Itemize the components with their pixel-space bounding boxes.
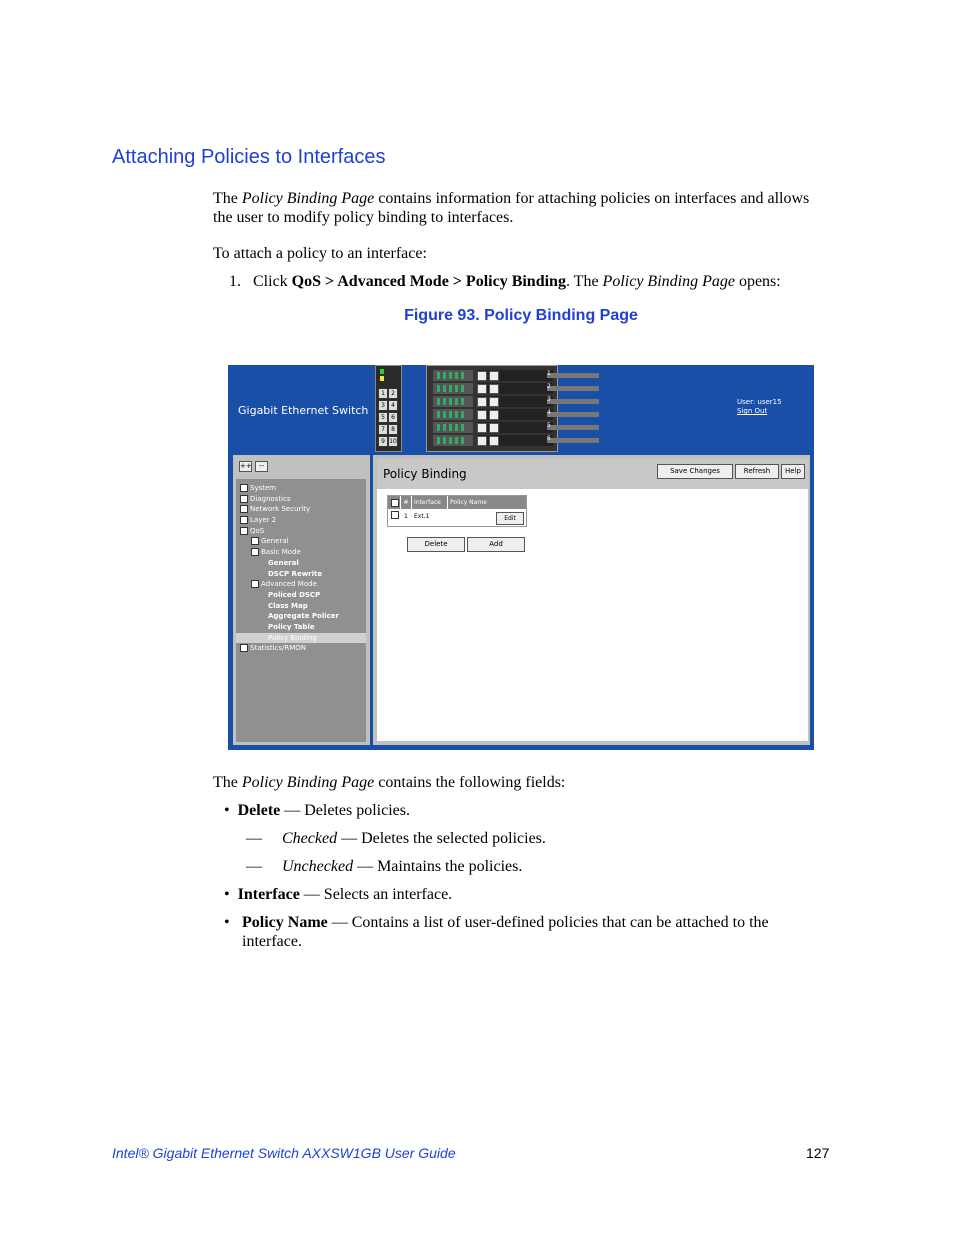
bullet-policy-name — [224, 913, 814, 951]
blade-bay-icon — [433, 396, 473, 407]
port-icon: 2 — [388, 388, 398, 399]
section-title: Attaching Policies to Interfaces — [112, 146, 386, 168]
blade-bay-icon — [433, 422, 473, 433]
tree-item-label: Policed DSCP — [268, 590, 321, 599]
switch-front-panel-icon — [375, 365, 402, 452]
tree-item[interactable] — [236, 558, 366, 569]
text: . The — [565, 273, 603, 290]
sub-item-unchecked — [246, 857, 826, 876]
tree-item-label: Aggregate Policer — [268, 612, 339, 621]
expand-icon[interactable] — [240, 644, 248, 652]
blade-bay-icon — [433, 383, 473, 394]
description: — Contains a list of user-defined policies that can be attached to the interface. — [242, 914, 769, 950]
tree-item[interactable] — [236, 643, 366, 654]
slot-number: 2 — [547, 383, 551, 390]
instruction-paragraph: To attach a policy to an interface: — [213, 245, 427, 262]
checkbox-icon — [391, 511, 399, 519]
expand-all-button[interactable]: ++ — [240, 462, 252, 470]
bullet-delete — [224, 801, 824, 820]
blade-bay-icon — [433, 409, 473, 420]
server-slot-icon — [477, 409, 553, 420]
select-all-checkbox-header[interactable] — [388, 496, 400, 509]
port-icon: 1 — [378, 388, 388, 399]
collapse-icon[interactable] — [251, 548, 259, 556]
text: contains the following fields: — [374, 774, 566, 791]
dash: — — [246, 830, 262, 847]
server-slot-icon — [477, 422, 553, 433]
dash: — — [246, 858, 262, 875]
tree-item-label: Class Map — [268, 601, 308, 610]
row-interface: Ext.1 — [414, 513, 430, 520]
port-icon: 8 — [388, 424, 398, 435]
collapse-icon[interactable] — [240, 527, 248, 535]
expand-icon[interactable] — [240, 484, 248, 492]
app-title: Gigabit Ethernet Switch — [238, 404, 369, 417]
bullet-dot-icon: • — [224, 886, 230, 903]
page-number: 127 — [806, 1145, 830, 1161]
column-header-blank — [494, 496, 526, 509]
term: Policy Name — [242, 914, 328, 931]
navigation-pane — [233, 455, 370, 745]
expand-icon[interactable] — [240, 516, 248, 524]
tree-item[interactable] — [236, 547, 366, 558]
text: Click — [253, 273, 292, 290]
tree-item-label: Policy Binding — [268, 633, 317, 642]
text: opens: — [734, 273, 781, 290]
bullet-interface — [224, 885, 824, 904]
figure-caption: Figure 93. Policy Binding Page — [404, 307, 638, 324]
slot-number: 4 — [547, 409, 551, 416]
help-button[interactable]: Help — [781, 464, 805, 479]
tree-item-label: Policy Table — [268, 622, 315, 631]
server-slot-icon — [477, 396, 553, 407]
led-icon — [380, 369, 384, 374]
content-pane — [373, 455, 810, 745]
checkbox-icon — [391, 499, 399, 507]
text: The — [213, 774, 242, 791]
page-name: Policy Binding Page — [241, 774, 375, 791]
tree-item[interactable] — [236, 633, 366, 644]
fields-intro — [213, 773, 823, 792]
port-icon: 5 — [378, 412, 388, 423]
port-icon: 10 — [389, 438, 397, 445]
text: contains information for attaching policies on interfaces and allows the user to modify policy binding to interfaces. — [213, 190, 810, 226]
sign-out-link[interactable]: Sign Out — [737, 407, 768, 415]
bullet-dot-icon: • — [224, 914, 230, 931]
row-checkbox[interactable] — [391, 511, 399, 524]
tree-item-label: General — [268, 558, 299, 567]
blade-bay-icon — [433, 435, 473, 446]
step-1 — [229, 272, 829, 291]
tree-item-label: Network Security — [250, 505, 311, 514]
menu-path: QoS > Advanced Mode > Policy Binding — [291, 273, 566, 290]
edit-button[interactable]: Edit — [496, 512, 524, 525]
port-icon: 4 — [388, 400, 398, 411]
navigation-tree-panel — [236, 479, 366, 742]
description: — Deletes policies. — [280, 802, 410, 819]
tree-item[interactable] — [236, 569, 366, 580]
slot-number: 3 — [547, 396, 551, 403]
expand-icon[interactable] — [240, 505, 248, 513]
sub-item-checked — [246, 829, 826, 848]
text: The — [213, 190, 242, 207]
page-title: Policy Binding — [383, 467, 467, 481]
page-name: Policy Binding Page — [602, 273, 735, 290]
column-header-number: # — [401, 496, 411, 509]
tree-item-label: Basic Mode — [261, 548, 301, 557]
footer-title: Intel® Gigabit Ethernet Switch AXXSW1GB User Guide — [112, 1145, 456, 1161]
content-header — [377, 459, 808, 489]
tree-item-label: Diagnostics — [250, 494, 291, 503]
policy-binding-screenshot — [228, 365, 814, 750]
collapse-all-button[interactable]: -- — [255, 461, 268, 472]
tree-item[interactable] — [236, 622, 366, 633]
save-changes-button[interactable]: Save Changes — [657, 464, 733, 479]
step-number: 1. — [229, 273, 241, 290]
tree-item[interactable] — [236, 504, 366, 515]
policy-binding-table — [387, 495, 527, 527]
slot-number: 5 — [547, 422, 551, 429]
server-slot-icon — [477, 370, 553, 381]
expand-icon[interactable] — [240, 495, 248, 503]
tree-item-label: QoS — [250, 526, 265, 535]
page-name: Policy Binding Page — [241, 190, 375, 207]
collapse-icon[interactable] — [251, 580, 259, 588]
tree-item-label: DSCP Rewrite — [268, 569, 323, 578]
navigation-tree — [236, 483, 366, 654]
tree-item-label: Layer 2 — [250, 516, 277, 525]
led-icon — [380, 376, 384, 381]
description: — Deletes the selected policies. — [337, 830, 546, 847]
term: Checked — [282, 830, 338, 847]
switch-chassis-icon — [426, 365, 558, 452]
tree-item-label: System — [250, 484, 277, 492]
column-header-policy-name: Policy Name — [448, 496, 494, 509]
term: Unchecked — [282, 858, 354, 875]
port-icon: 6 — [388, 412, 398, 423]
port-icon: 3 — [378, 400, 388, 411]
tree-item[interactable] — [236, 579, 366, 590]
row-number: 1 — [404, 513, 408, 520]
column-header-interface: Interface — [412, 496, 447, 509]
port-icon: 9 — [378, 436, 388, 447]
description: — Selects an interface. — [299, 886, 453, 903]
tree-item[interactable] — [236, 526, 366, 537]
server-slot-icon — [477, 383, 553, 394]
port-icon: 7 — [378, 424, 388, 435]
tree-item-label: General — [261, 537, 289, 546]
server-slot-icon — [477, 435, 553, 446]
expand-icon[interactable] — [251, 537, 259, 545]
intro-paragraph — [213, 189, 823, 227]
tree-item[interactable] — [236, 494, 366, 505]
slot-number: 6 — [547, 435, 551, 442]
term: Interface — [237, 886, 300, 903]
tree-item[interactable] — [236, 611, 366, 622]
tree-item-label: Advanced Mode — [261, 580, 317, 589]
delete-button[interactable]: Delete — [407, 537, 465, 552]
content-area — [377, 459, 808, 741]
tree-item[interactable] — [236, 590, 366, 601]
tree-item-label: Statistics/RMON — [250, 644, 307, 653]
tree-item[interactable] — [236, 515, 366, 526]
add-button[interactable]: Add — [467, 537, 525, 552]
user-label: User: user15 — [737, 398, 782, 406]
blade-bay-icon — [433, 370, 473, 381]
bullet-dot-icon: • — [224, 802, 230, 819]
description: — Maintains the policies. — [353, 858, 523, 875]
slot-number: 1 — [547, 370, 551, 377]
tree-item[interactable] — [236, 483, 366, 494]
tree-item[interactable] — [236, 536, 366, 547]
refresh-button[interactable]: Refresh — [735, 464, 779, 479]
user-info — [737, 398, 782, 416]
term: Delete — [237, 802, 281, 819]
tree-item[interactable] — [236, 601, 366, 612]
